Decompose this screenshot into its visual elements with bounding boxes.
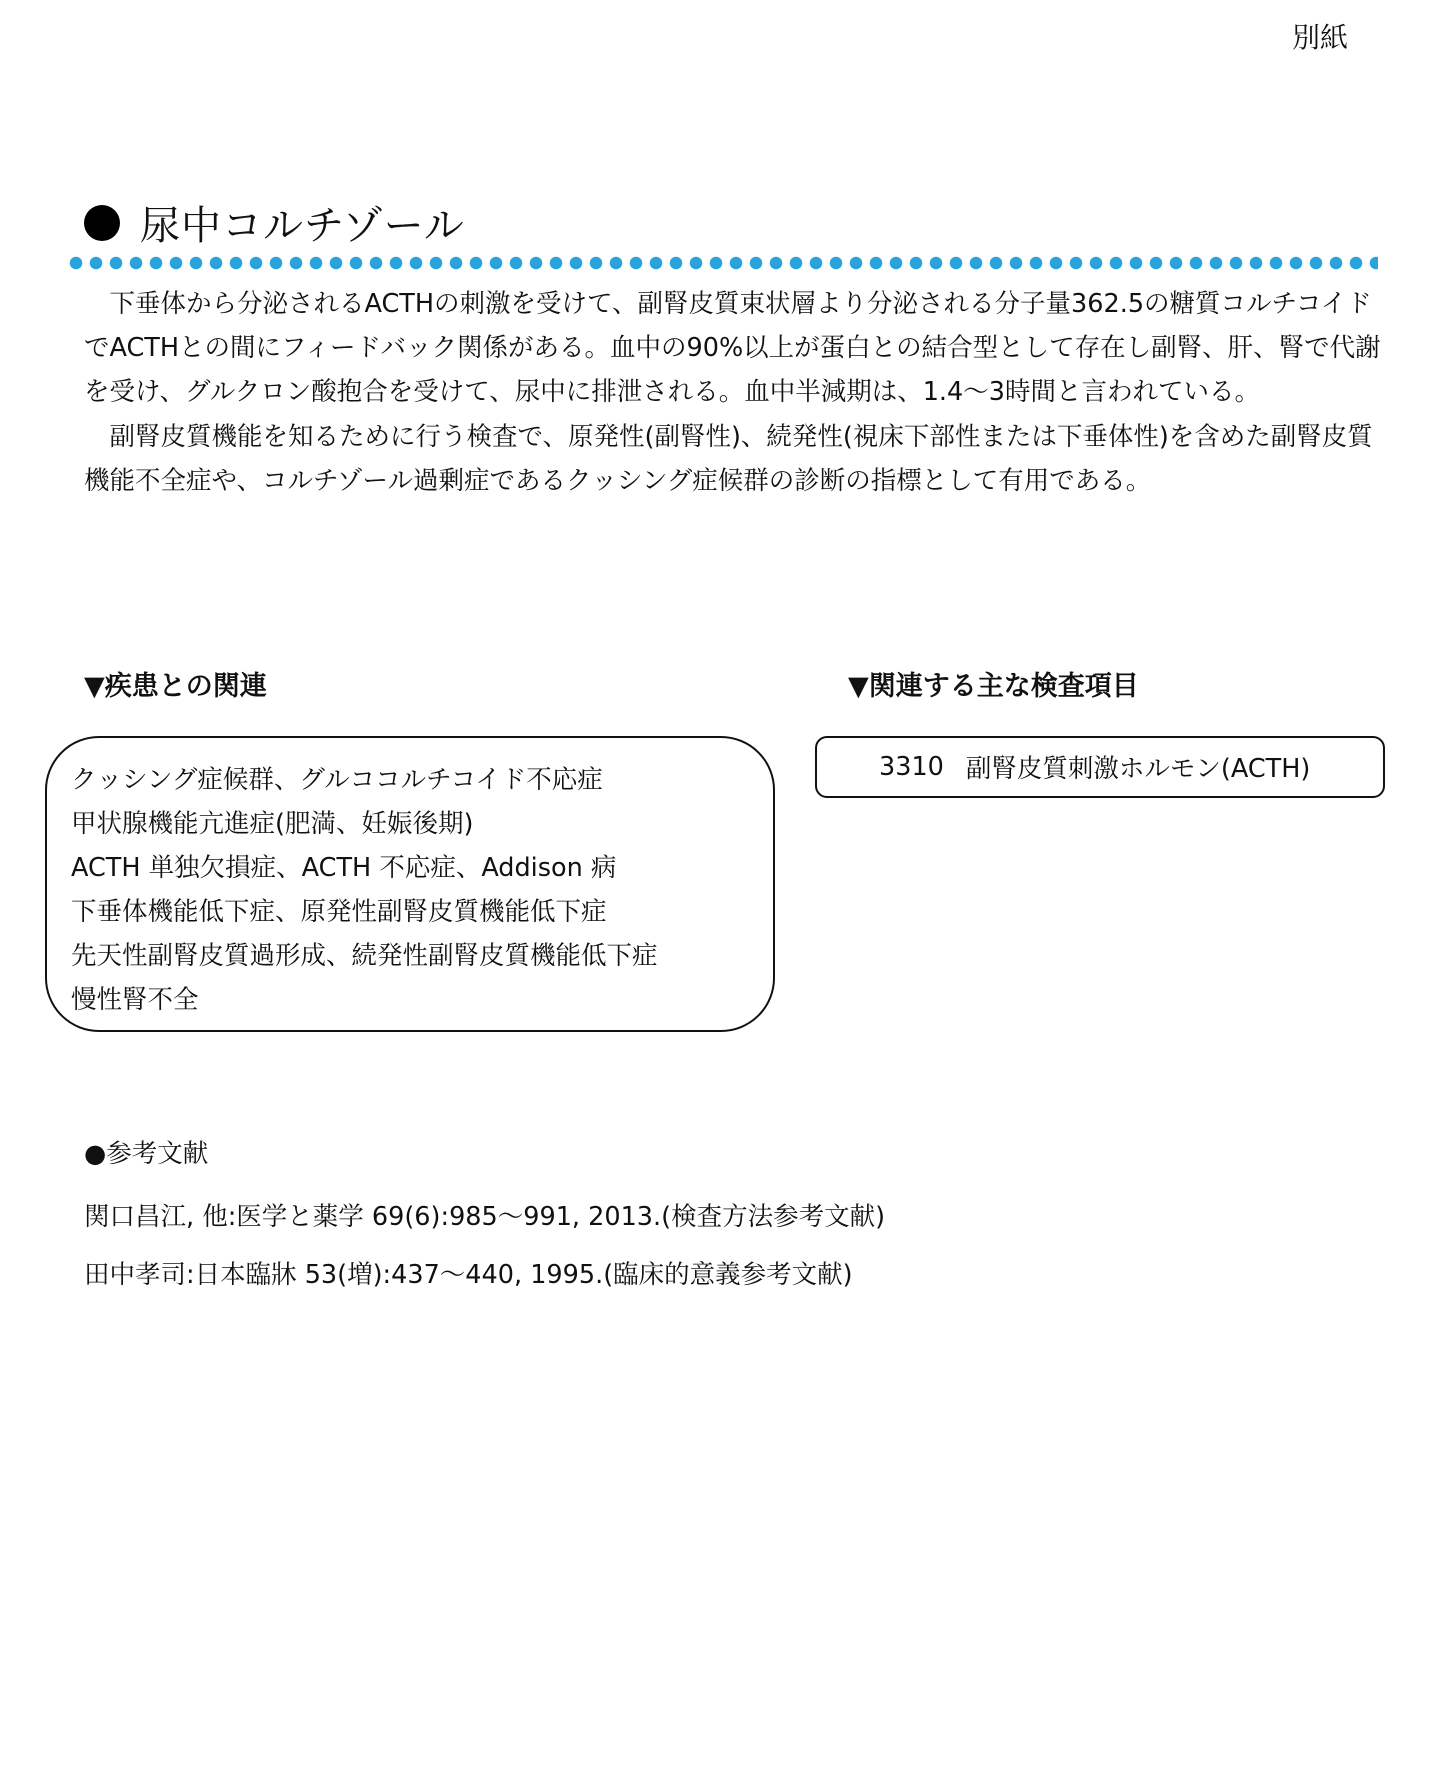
disease-item: クッシング症候群、グルココルチコイド不応症	[71, 765, 603, 795]
description-paragraph-2: 副腎皮質機能を知るために行う検査で、原発性(副腎性)、続発性(視床下部性または下垂体性)を含めた副腎皮質機能不全症や、コルチゾール過剰症であるクッシング症候群の診断の指標として有用である。	[84, 421, 1373, 496]
disease-item: 先天性副腎皮質過形成、続発性副腎皮質機能低下症	[71, 941, 658, 971]
page-title: 尿中コルチゾール	[140, 203, 465, 249]
appendix-label: 別紙	[1292, 21, 1349, 54]
description-paragraph-1: 下垂体から分泌されるACTHの刺激を受けて、副腎皮質束状層より分泌される分子量362.5の糖質コルチコイドでACTHとの間にフィードバック関係がある。血中の90%以上が蛋白との結合型として存在し副腎、肝、腎で代謝を受け、グルクロン酸抱合を受けて、尿中に排泄される。血中半減期は、1.4～3時間と言われている。	[84, 289, 1381, 408]
reference-item: 田中孝司:日本臨牀 53(増):437～440, 1995.(臨床的意義参考文献)	[84, 1260, 853, 1290]
disease-item: ACTH 単独欠損症、ACTH 不応症、Addison 病	[71, 853, 617, 883]
disease-item: 下垂体機能低下症、原発性副腎皮質機能低下症	[71, 897, 607, 927]
dotted-divider	[66, 256, 1378, 270]
related-tests-heading: ▼関連する主な検査項目	[848, 671, 1139, 702]
disease-list-box	[45, 736, 775, 1032]
test-code: 3310	[879, 752, 944, 782]
title-row	[84, 194, 465, 251]
description	[84, 282, 1384, 503]
references-section	[84, 1134, 885, 1304]
disease-item: 甲状腺機能亢進症(肥満、妊娠後期)	[71, 809, 474, 839]
disease-item: 慢性腎不全	[71, 985, 199, 1015]
test-name: 副腎皮質刺激ホルモン(ACTH)	[965, 754, 1311, 784]
disease-section-heading: ▼疾患との関連	[84, 671, 267, 702]
related-test-box	[815, 736, 1385, 798]
reference-item: 関口昌江, 他:医学と薬学 69(6):985～991, 2013.(検査方法参考文献)	[84, 1202, 886, 1232]
references-heading: ●参考文献	[84, 1139, 209, 1169]
bullet-icon	[84, 205, 120, 241]
